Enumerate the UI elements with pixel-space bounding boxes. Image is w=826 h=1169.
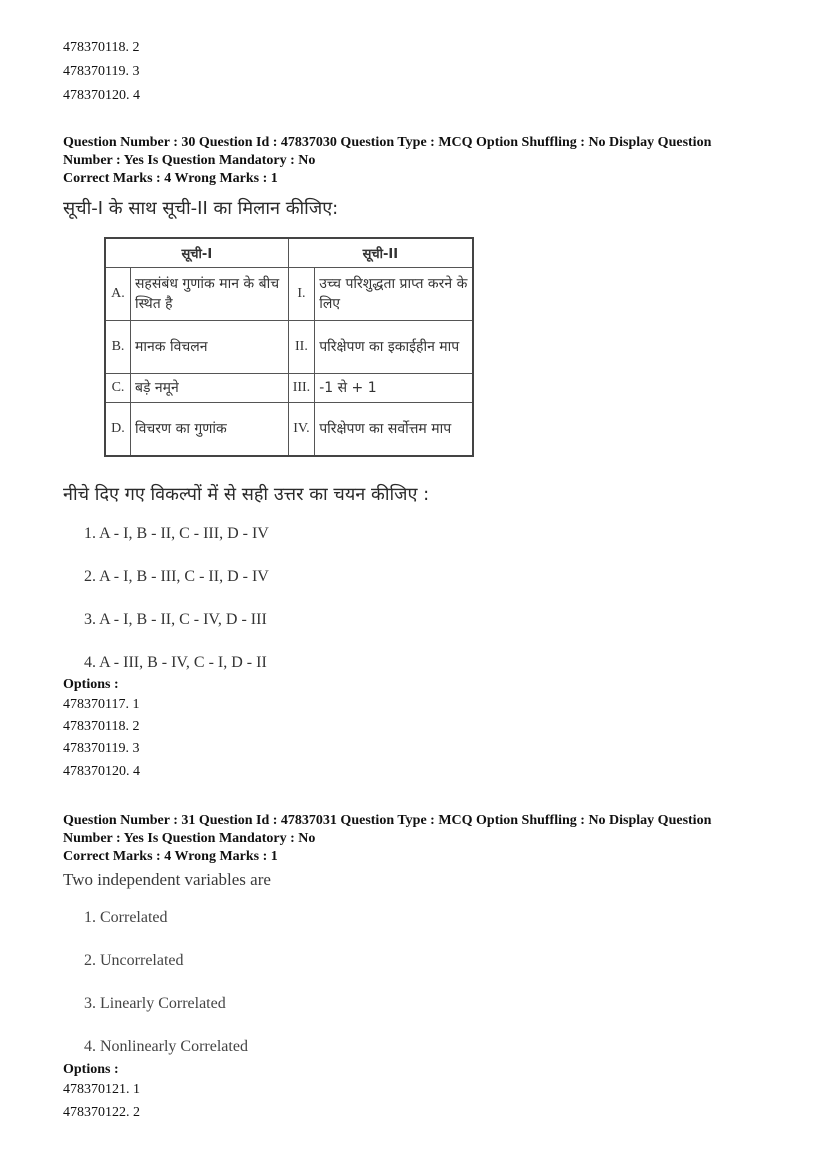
meta-line: Number : Yes Is Question Mandatory : No xyxy=(63,831,316,846)
list-1-item: मानक विचलन xyxy=(130,321,288,374)
list-1-header: सूची-I xyxy=(105,238,288,268)
answer-choice: 3. A - I, B - II, C - IV, D - III xyxy=(84,611,267,628)
option-code: 478370120. 4 xyxy=(63,88,140,103)
row-label: B. xyxy=(105,321,130,374)
table-row xyxy=(105,403,473,457)
option-code: 478370117. 1 xyxy=(63,697,140,712)
meta-line: Question Number : 31 Question Id : 47837031 Question Type : MCQ Option Shuffling : No Display Question xyxy=(63,813,712,828)
option-code: 478370118. 2 xyxy=(63,40,140,55)
answer-choice: 4. A - III, B - IV, C - I, D - II xyxy=(84,654,267,671)
option-code: 478370120. 4 xyxy=(63,764,140,779)
list-1-item: सहसंबंध गुणांक मान के बीच स्थित है xyxy=(130,268,288,321)
question-31-meta xyxy=(63,812,763,866)
row-label: D. xyxy=(105,403,130,457)
option-code: 478370122. 2 xyxy=(63,1105,140,1120)
table-row xyxy=(105,374,473,403)
table-row xyxy=(105,268,473,321)
list-2-item: परिक्षेपण का इकाईहीन माप xyxy=(315,321,473,374)
option-code: 478370119. 3 xyxy=(63,741,140,756)
row-label: IV. xyxy=(288,403,315,457)
answer-choice: 1. Correlated xyxy=(84,909,168,926)
question-31-prompt: Two independent variables are xyxy=(63,870,271,889)
question-30-meta xyxy=(63,134,763,188)
table-row xyxy=(105,321,473,374)
match-table xyxy=(104,237,474,457)
options-label: Options : xyxy=(63,677,119,692)
answer-choice: 4. Nonlinearly Correlated xyxy=(84,1038,248,1055)
row-label: A. xyxy=(105,268,130,321)
answer-choice: 1. A - I, B - II, C - III, D - IV xyxy=(84,525,269,542)
list-2-header: सूची-II xyxy=(288,238,473,268)
meta-line: Question Number : 30 Question Id : 47837030 Question Type : MCQ Option Shuffling : No Display Question xyxy=(63,135,712,150)
meta-line: Number : Yes Is Question Mandatory : No xyxy=(63,153,316,168)
option-code: 478370119. 3 xyxy=(63,64,140,79)
row-label: C. xyxy=(105,374,130,403)
option-code: 478370118. 2 xyxy=(63,719,140,734)
answer-choice: 3. Linearly Correlated xyxy=(84,995,226,1012)
question-30-instruction: नीचे दिए गए विकल्पों में से सही उत्तर का चयन कीजिए : xyxy=(63,484,430,505)
answer-choice: 2. A - I, B - III, C - II, D - IV xyxy=(84,568,269,585)
marks-line: Correct Marks : 4 Wrong Marks : 1 xyxy=(63,171,278,186)
options-label: Options : xyxy=(63,1062,119,1077)
question-30-prompt: सूची-I के साथ सूची-II का मिलान कीजिए: xyxy=(63,198,339,219)
list-2-item: -1 से + 1 xyxy=(315,374,473,403)
list-1-item: बड़े नमूने xyxy=(130,374,288,403)
row-label: II. xyxy=(288,321,315,374)
list-2-item: परिक्षेपण का सर्वोत्तम माप xyxy=(315,403,473,457)
list-2-item: उच्च परिशुद्धता प्राप्त करने के लिए xyxy=(315,268,473,321)
table-header-row xyxy=(105,238,473,268)
option-code: 478370121. 1 xyxy=(63,1082,140,1097)
row-label: I. xyxy=(288,268,315,321)
marks-line: Correct Marks : 4 Wrong Marks : 1 xyxy=(63,849,278,864)
answer-choice: 2. Uncorrelated xyxy=(84,952,184,969)
list-1-item: विचरण का गुणांक xyxy=(130,403,288,457)
row-label: III. xyxy=(288,374,315,403)
